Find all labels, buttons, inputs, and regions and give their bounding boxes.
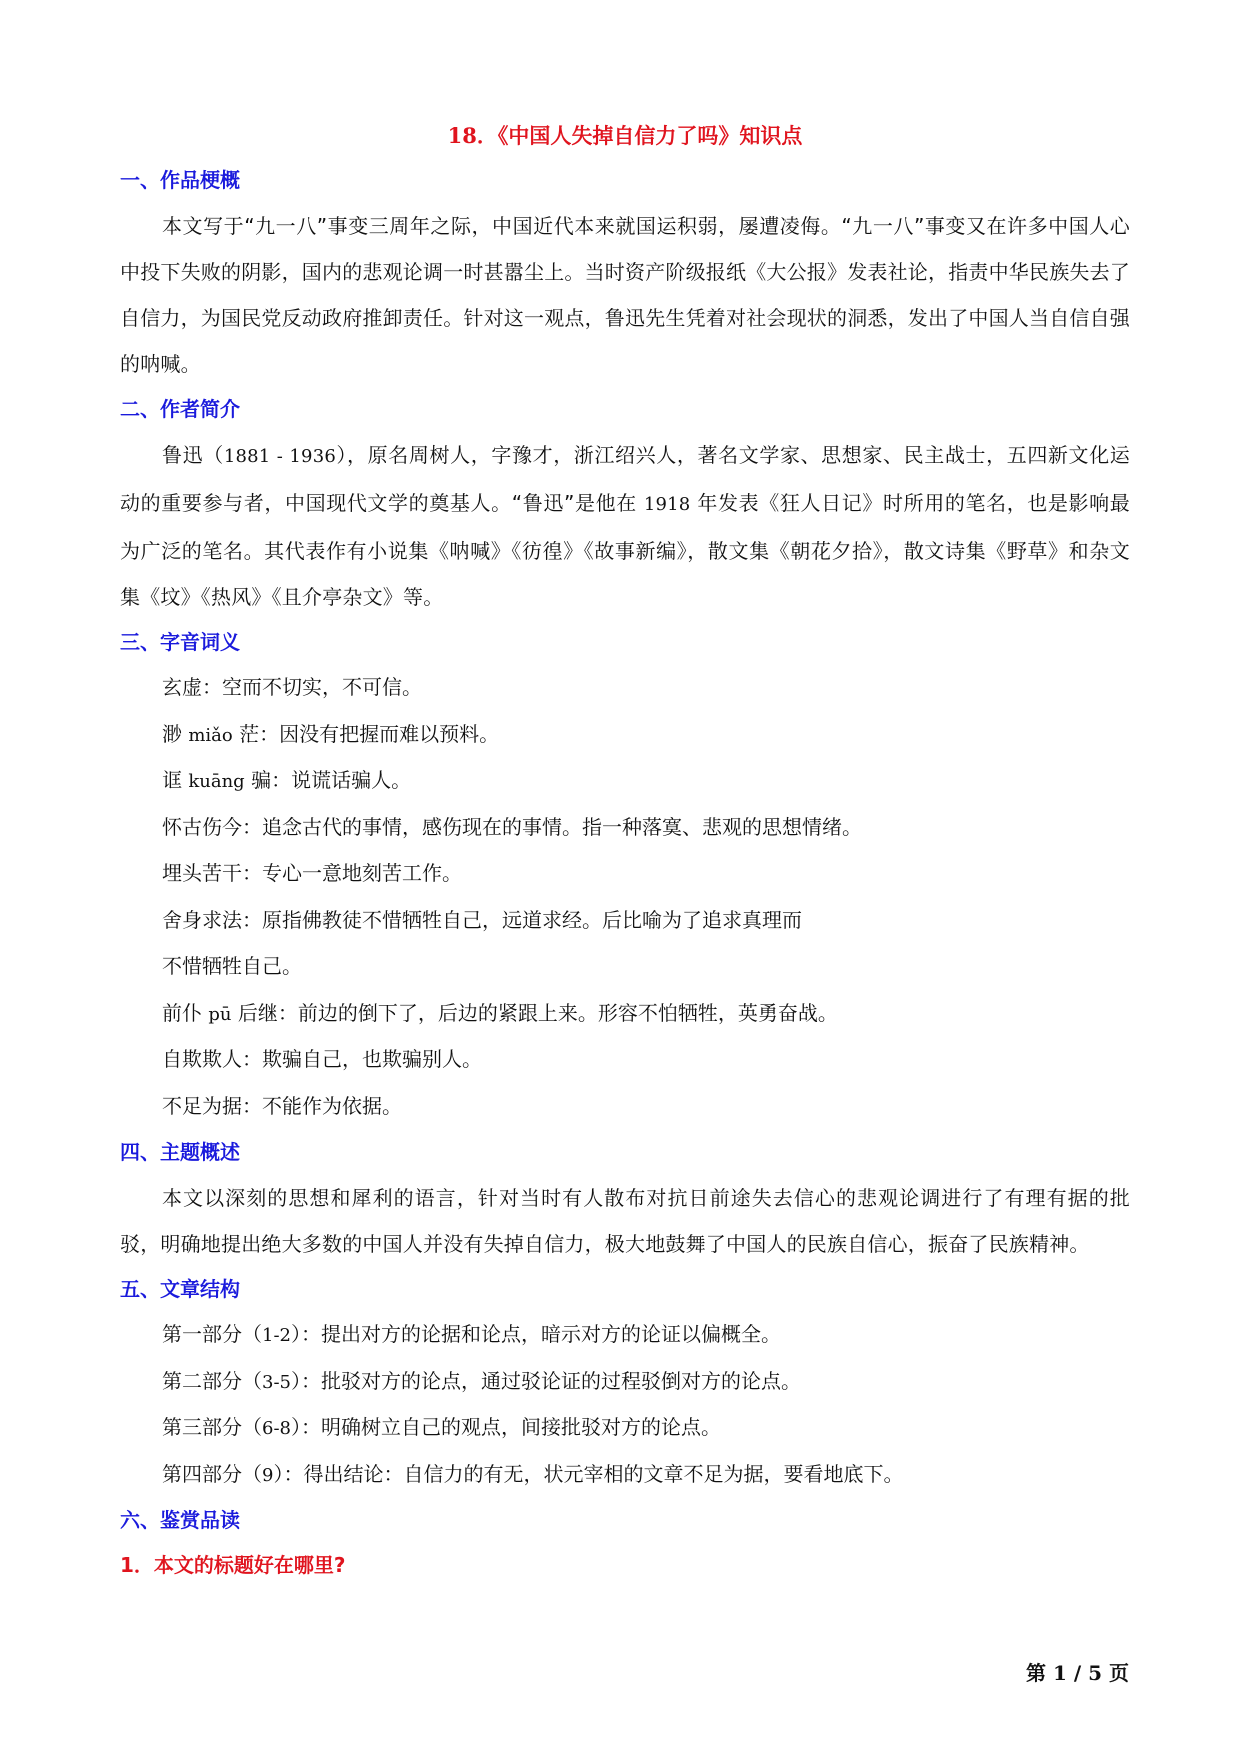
author-text-b: ），原名周树人，字豫才，浙江绍兴人，著名文学家、思想家、民主战士，五四新文化运动的重要参与者，中国现代文学的奠基人。“鲁迅”是他在 (120, 443, 1130, 515)
title-number: 18． (447, 123, 498, 148)
title-text: 《中国人失掉自信力了吗》知识点 (497, 124, 803, 148)
section-heading-structure: 五、文章结构 (120, 1277, 240, 1301)
section-heading-summary: 一、作品梗概 (120, 168, 240, 192)
section-summary-paragraph: 本文写于“九一八”事变三周年之际，中国近代本来就国运积弱，屡遭凌侮。“九一八”事变又在许多中国人心中投下失败的阴影，国内的悲观论调一时甚嚣尘上。当时资产阶级报纸《大公报》发表社论，指责中华民族失去了自信力，为国民党反动政府推卸责任。针对这一观点，鲁迅先生凭着对社会现状的洞悉，发出了中国人当自信自强的呐喊。 (120, 214, 1130, 376)
structure-item: 第一部分（1-2）：提出对方的论据和论点，暗示对方的论证以偏概全。 (162, 1322, 781, 1346)
section-heading-appreciation: 六、鉴赏品读 (120, 1508, 240, 1532)
structure-item: 第三部分（6-8）：明确树立自己的观点，间接批驳对方的论点。 (162, 1415, 721, 1439)
author-text-a: 鲁迅（ (162, 443, 224, 467)
structure-item: 第二部分（3-5）：批驳对方的论点，通过驳论证的过程驳倒对方的论点。 (162, 1368, 801, 1393)
author-year-1918: 1918 (643, 494, 691, 515)
vocabulary-item: 怀古伤今：追念古代的事情，感伤现在的事情。指一种落寞、悲观的思想情绪。 (162, 814, 862, 839)
section-theme-paragraph: 本文以深刻的思想和犀利的语言，针对当时有人散布对抗日前途失去信心的悲观论调进行了有理有据的批驳，明确地提出绝大多数的中国人并没有失掉自信力，极大地鼓舞了中国人的民族自信心，振奋了民族精神。 (120, 1186, 1130, 1256)
vocabulary-item: 玄虚：空而不切实，不可信。 (162, 675, 422, 699)
structure-list (120, 1312, 1130, 1498)
document-content (120, 118, 1130, 1588)
section-author-paragraph (120, 432, 1130, 620)
vocabulary-item: 诓 kuāng 骗：说谎话骗人。 (162, 768, 412, 792)
section-heading-author: 二、作者简介 (120, 397, 240, 421)
document-title (120, 118, 1130, 154)
vocabulary-list (120, 665, 1130, 1130)
vocabulary-item: 埋头苦干：专心一意地刻苦工作。 (162, 861, 462, 885)
section-heading-vocabulary: 三、字音词义 (120, 630, 240, 654)
question-1: 1．本文的标题好在哪里? (120, 1553, 346, 1577)
total-pages: 5 (1088, 1661, 1103, 1685)
vocabulary-item: 舍身求法：原指佛教徒不惜牺牲自己，远道求经。后比喻为了追求真理而 (162, 907, 802, 932)
vocabulary-item: 不惜牺牲自己。 (162, 954, 302, 978)
page-number: 第 1 / 5 页 (1025, 1661, 1129, 1685)
structure-item: 第四部分（9）：得出结论：自信力的有无，状元宰相的文章不足为据，要看地底下。 (162, 1461, 904, 1486)
vocabulary-item: 渺 miǎo 茫：因没有把握而难以预料。 (162, 721, 500, 746)
vocabulary-item: 自欺欺人：欺骗自己，也欺骗别人。 (162, 1047, 482, 1071)
vocabulary-item: 不足为据：不能作为依据。 (162, 1093, 402, 1118)
section-heading-theme: 四、主题概述 (120, 1140, 240, 1164)
current-page: 1 (1052, 1661, 1067, 1685)
vocabulary-item: 前仆 pū 后继：前边的倒下了，后边的紧跟上来。形容不怕牺牲，英勇奋战。 (162, 1000, 838, 1025)
author-years: 1881 - 1936 (223, 446, 337, 467)
author-text-c: 年发表《狂人日记》时所用的笔名，也是影响最为广泛的笔名。其代表作有小说集《呐喊》《彷徨》《故事新编》，散文集《朝花夕拾》，散文诗集《野草》和杂文集《坟》《热风》《且介亭杂文》等。 (120, 491, 1130, 609)
